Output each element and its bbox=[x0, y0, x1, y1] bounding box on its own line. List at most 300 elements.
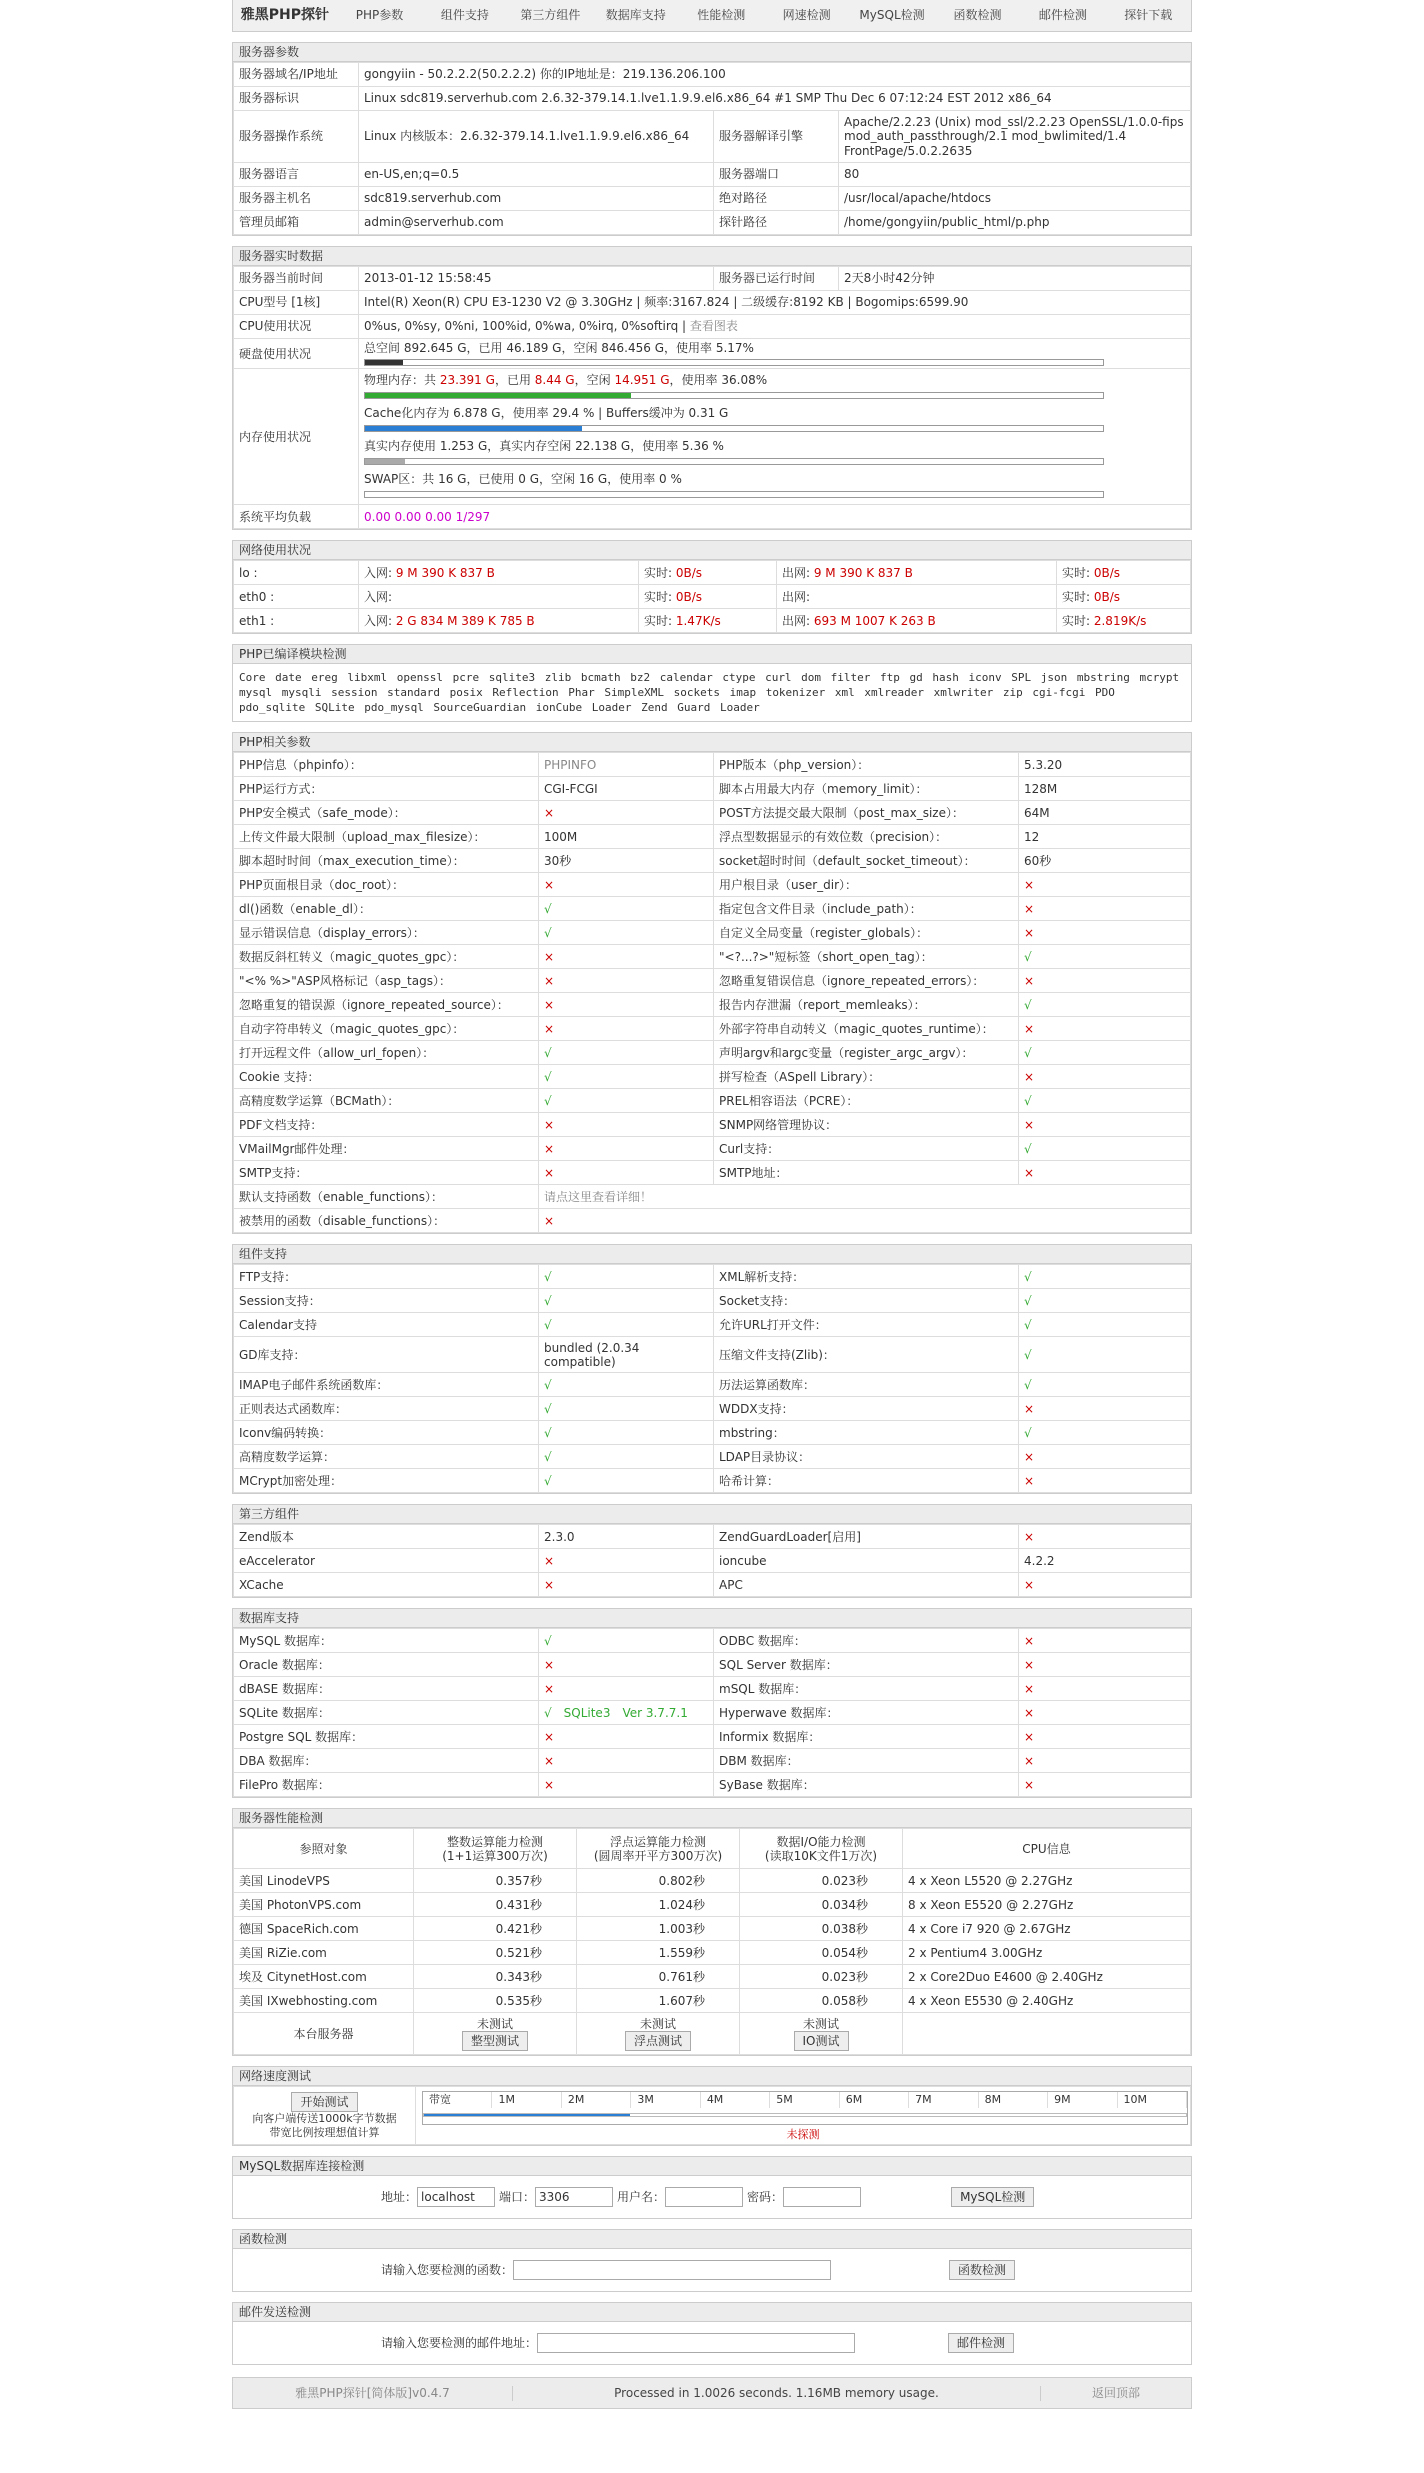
net-out bbox=[777, 585, 1057, 609]
speed-scale-tick: 带宽 bbox=[423, 2092, 492, 2108]
disk-usage bbox=[359, 339, 1191, 369]
param-label: Zend版本 bbox=[234, 1525, 539, 1549]
speed-scale-box bbox=[422, 2091, 1188, 2125]
performance-table bbox=[233, 1828, 1191, 2055]
param-row bbox=[234, 1629, 1191, 1653]
perf-cpu: 4 x Xeon E5530 @ 2.40GHz bbox=[903, 1989, 1191, 2013]
float-untested: 未测试 bbox=[639, 2016, 676, 2031]
param-value: × bbox=[1019, 897, 1191, 921]
param-value: × bbox=[539, 1161, 714, 1185]
section-title: MySQL数据库连接检测 bbox=[233, 2157, 1191, 2176]
param-row bbox=[234, 993, 1191, 1017]
out-label: 出网: bbox=[782, 613, 814, 628]
perf-value: 1.607秒 bbox=[577, 1989, 740, 2013]
param-value: × bbox=[539, 1017, 714, 1041]
thirdparty-section bbox=[232, 1504, 1192, 1598]
param-value: × bbox=[1019, 1113, 1191, 1137]
param-label: 脚本超时时间（max_execution_time）： bbox=[234, 849, 539, 873]
param-label: 压缩文件支持(Zlib)： bbox=[714, 1337, 1019, 1373]
param-value: √ bbox=[539, 1469, 714, 1493]
param-value: × bbox=[539, 945, 714, 969]
nav-item[interactable]: 组件支持 bbox=[440, 8, 489, 23]
param-row bbox=[234, 1677, 1191, 1701]
net-rt-in bbox=[639, 561, 777, 585]
thirdparty-table bbox=[233, 1524, 1191, 1597]
mail-input[interactable] bbox=[537, 2333, 855, 2353]
param-value: × bbox=[1019, 1749, 1191, 1773]
rt-label: 实时: bbox=[1062, 589, 1094, 604]
brand-logo[interactable]: 雅黑PHP探针 bbox=[240, 7, 330, 24]
param-value: × bbox=[539, 1549, 714, 1573]
row-label: 系统平均负载 bbox=[234, 505, 359, 529]
section-title: 第三方组件 bbox=[233, 1505, 1191, 1524]
param-label: LDAP目录协议： bbox=[714, 1445, 1019, 1469]
param-row bbox=[234, 1653, 1191, 1677]
function-form bbox=[233, 2249, 1191, 2291]
speed-status: 未探测 bbox=[786, 2127, 820, 2141]
param-label: PREL相容语法（PCRE）： bbox=[714, 1089, 1019, 1113]
cpu-chart-link[interactable]: 查看图表 bbox=[689, 319, 738, 334]
param-row bbox=[234, 1701, 1191, 1725]
perf-value: 0.535秒 bbox=[414, 1989, 577, 2013]
speed-scale bbox=[423, 2092, 1187, 2108]
param-value: √ bbox=[539, 1397, 714, 1421]
mysql-host-input[interactable]: localhost bbox=[417, 2187, 495, 2207]
swap-text: SWAP区：共 16 G，已使用 0 G，空闲 16 G，使用率 0 % bbox=[364, 472, 682, 487]
row-label: 管理员邮箱 bbox=[234, 211, 359, 235]
perf-header bbox=[414, 1829, 577, 1869]
param-label: APC bbox=[714, 1573, 1019, 1597]
footer bbox=[232, 2377, 1192, 2409]
perf-value: 0.357秒 bbox=[414, 1869, 577, 1893]
cache-progress-fill bbox=[365, 426, 582, 431]
net-rt-out bbox=[1057, 609, 1191, 633]
int-test-cell bbox=[414, 2013, 577, 2055]
param-row bbox=[234, 1289, 1191, 1313]
param-label: 浮点型数据显示的有效位数（precision）： bbox=[714, 825, 1019, 849]
param-label: SyBase 数据库： bbox=[714, 1773, 1019, 1797]
rt-label: 实时: bbox=[1062, 565, 1094, 580]
perf-host: 美国 RiZie.com bbox=[234, 1941, 414, 1965]
nav-item[interactable]: PHP参数 bbox=[355, 8, 404, 23]
param-value: × bbox=[1019, 1525, 1191, 1549]
param-label: "<?...?>"短标签（short_open_tag）： bbox=[714, 945, 1019, 969]
row-value: en-US,en;q=0.5 bbox=[359, 163, 714, 187]
io-untested: 未测试 bbox=[802, 2016, 839, 2031]
row-label: 服务器端口 bbox=[714, 163, 839, 187]
perf-header-line: (1+1运算300万次) bbox=[442, 1848, 548, 1863]
rt-out-value: 0B/s bbox=[1093, 565, 1121, 580]
param-row bbox=[234, 1725, 1191, 1749]
param-value: × bbox=[539, 1137, 714, 1161]
param-label: Iconv编码转换： bbox=[234, 1421, 539, 1445]
mysql-check-button[interactable]: MySQL检测 bbox=[951, 2187, 1034, 2207]
param-value: bundled (2.0.34 compatible) bbox=[539, 1337, 714, 1373]
row-label: 服务器语言 bbox=[234, 163, 359, 187]
perf-value: 0.038秒 bbox=[740, 1917, 903, 1941]
param-label: ODBC 数据库： bbox=[714, 1629, 1019, 1653]
param-row bbox=[234, 1209, 1191, 1233]
param-label: WDDX支持： bbox=[714, 1397, 1019, 1421]
real-mem-progress-fill bbox=[365, 459, 405, 464]
rt-in-value: 0B/s bbox=[675, 589, 703, 604]
mysql-user-input[interactable] bbox=[665, 2187, 743, 2207]
param-label: 被禁用的函数（disable_functions）： bbox=[234, 1209, 539, 1233]
nav-item[interactable]: 性能检测 bbox=[697, 8, 746, 23]
interface-name: lo : bbox=[234, 561, 359, 585]
param-row bbox=[234, 873, 1191, 897]
nav-item[interactable]: 第三方组件 bbox=[520, 8, 581, 23]
mem-text-b: ，已用 bbox=[494, 373, 535, 388]
perf-header-line: 参照对象 bbox=[299, 1841, 348, 1856]
perf-host: 埃及 CitynetHost.com bbox=[234, 1965, 414, 1989]
param-label: mSQL 数据库： bbox=[714, 1677, 1019, 1701]
cpu-model: Intel(R) Xeon(R) CPU E3-1230 V2 @ 3.30GHz | 频率:3167.824 | 二级缓存:8192 KB | Bogomips:6599.90 bbox=[359, 291, 1191, 315]
function-check-button[interactable]: 函数检测 bbox=[949, 2260, 1015, 2280]
param-label: 用户根目录（user_dir）： bbox=[714, 873, 1019, 897]
perf-value: 0.058秒 bbox=[740, 1989, 903, 2013]
real-mem-progress-bar bbox=[364, 458, 1104, 465]
param-label: Oracle 数据库： bbox=[234, 1653, 539, 1677]
speed-section bbox=[232, 2066, 1192, 2146]
perf-host: 美国 LinodeVPS bbox=[234, 1869, 414, 1893]
speed-meter bbox=[416, 2087, 1191, 2145]
enable-functions-link[interactable]: 请点这里查看详细！ bbox=[539, 1185, 1191, 1209]
param-label: 正则表达式函数库： bbox=[234, 1397, 539, 1421]
param-value: × bbox=[1019, 1065, 1191, 1089]
in-label: 入网: bbox=[364, 613, 396, 628]
mail-check-button[interactable]: 邮件检测 bbox=[948, 2333, 1014, 2353]
rt-out-value: 0B/s bbox=[1093, 589, 1121, 604]
param-label: MySQL 数据库： bbox=[234, 1629, 539, 1653]
section-title: 数据库支持 bbox=[233, 1609, 1191, 1628]
components-table bbox=[233, 1264, 1191, 1493]
param-value: √ bbox=[1019, 1337, 1191, 1373]
io-test-button[interactable]: IO测试 bbox=[794, 2031, 849, 2051]
modules-list: Core date ereg libxml openssl pcre sqlite3 zlib bcmath bz2 calendar ctype curl dom filter ftp gd hash iconv SPL json mbstring mcrypt mysql mysqli session standard posix Reflection Phar SimpleXML sockets imap tokenizer xml xmlreader xmlwriter zip cgi-fcgi PDO pdo_sqlite SQLite pdo_mysql SourceGuardian ionCube Loader Zend Guard Loader bbox=[239, 671, 1180, 715]
param-value: √ bbox=[539, 1629, 714, 1653]
param-row bbox=[234, 969, 1191, 993]
param-label: 打开远程文件（allow_url_fopen）： bbox=[234, 1041, 539, 1065]
param-value: √ bbox=[1019, 1265, 1191, 1289]
database-table bbox=[233, 1628, 1191, 1797]
row-label: 服务器解译引擎 bbox=[714, 111, 839, 163]
server-row bbox=[234, 111, 1191, 163]
param-value: 12 bbox=[1019, 825, 1191, 849]
param-label: IMAP电子邮件系统函数库： bbox=[234, 1373, 539, 1397]
param-label: Session支持： bbox=[234, 1289, 539, 1313]
mysql-password-input[interactable] bbox=[783, 2187, 861, 2207]
row-value: admin@serverhub.com bbox=[359, 211, 714, 235]
section-title: PHP相关参数 bbox=[233, 733, 1191, 752]
param-label: mbstring： bbox=[714, 1421, 1019, 1445]
modules-section bbox=[232, 644, 1192, 722]
param-value: × bbox=[539, 1653, 714, 1677]
param-label: SMTP地址： bbox=[714, 1161, 1019, 1185]
disk-progress-bar bbox=[364, 359, 1104, 366]
perf-header-line: 数据I/O能力检测 bbox=[776, 1834, 866, 1849]
nav-item[interactable]: MySQL检测 bbox=[859, 8, 925, 23]
param-value: × bbox=[539, 1725, 714, 1749]
row-label: 服务器标识 bbox=[234, 87, 359, 111]
param-value: √ bbox=[539, 897, 714, 921]
section-title: PHP已编译模块检测 bbox=[233, 645, 1191, 664]
perf-value: 1.003秒 bbox=[577, 1917, 740, 1941]
out-value: 9 M 390 K 837 B bbox=[813, 565, 913, 580]
param-label: 报告内存泄漏（report_memleaks）： bbox=[714, 993, 1019, 1017]
row-label: 服务器域名/IP地址 bbox=[234, 63, 359, 87]
param-value: √ bbox=[1019, 1313, 1191, 1337]
speed-scale-tick: 8M bbox=[979, 2092, 1048, 2108]
param-label: eAccelerator bbox=[234, 1549, 539, 1573]
mail-section bbox=[232, 2302, 1192, 2365]
cpu-usage-text: 0%us, 0%sy, 0%ni, 100%id, 0%wa, 0%irq, 0%softirq | bbox=[364, 319, 690, 334]
int-untested: 未测试 bbox=[476, 2016, 513, 2031]
row-value: /home/gongyiin/public_html/p.php bbox=[839, 211, 1191, 235]
mail-form bbox=[233, 2322, 1191, 2364]
perf-value: 0.034秒 bbox=[740, 1893, 903, 1917]
perf-header-line: (圆周率开平方300万次) bbox=[593, 1848, 723, 1863]
param-value: √ bbox=[1019, 1421, 1191, 1445]
param-label: XCache bbox=[234, 1573, 539, 1597]
row-value: sdc819.serverhub.com bbox=[359, 187, 714, 211]
nav-item[interactable]: 网速检测 bbox=[782, 8, 831, 23]
param-value: √ bbox=[1019, 1137, 1191, 1161]
param-row bbox=[234, 825, 1191, 849]
param-label: POST方法提交最大限制（post_max_size）： bbox=[714, 801, 1019, 825]
param-label: 高精度数学运算（BCMath）： bbox=[234, 1089, 539, 1113]
server-row bbox=[234, 87, 1191, 111]
mysql-port-input[interactable]: 3306 bbox=[535, 2187, 613, 2207]
param-value: × bbox=[1019, 1701, 1191, 1725]
cpu-usage bbox=[359, 315, 1191, 339]
perf-header bbox=[903, 1829, 1191, 1869]
perf-row bbox=[234, 1989, 1191, 2013]
in-label: 入网: bbox=[364, 565, 396, 580]
footer-version[interactable]: 雅黑PHP探针[简体版]v0.4.7 bbox=[233, 2386, 513, 2400]
rt-out-value: 2.819K/s bbox=[1093, 613, 1147, 628]
perf-value: 0.802秒 bbox=[577, 1869, 740, 1893]
param-label: FTP支持： bbox=[234, 1265, 539, 1289]
nav-item[interactable]: 邮件检测 bbox=[1038, 8, 1087, 23]
speed-scale-tick: 9M bbox=[1048, 2092, 1117, 2108]
rt-in-value: 0B/s bbox=[675, 565, 703, 580]
rt-in-value: 1.47K/s bbox=[675, 613, 721, 628]
footer-processed: Processed in 1.0026 seconds. 1.16MB memory usage. bbox=[513, 2386, 1041, 2400]
row-label: 服务器操作系统 bbox=[234, 111, 359, 163]
disk-progress-fill bbox=[365, 360, 403, 365]
mem-free: 14.951 G bbox=[614, 373, 670, 388]
param-value: √ bbox=[539, 1445, 714, 1469]
param-value: √ bbox=[539, 1265, 714, 1289]
speed-progress-fill bbox=[424, 2114, 630, 2116]
perf-value: 0.054秒 bbox=[740, 1941, 903, 1965]
speed-scale-tick: 5M bbox=[770, 2092, 839, 2108]
row-value: Linux 内核版本：2.6.32-379.14.1.lve1.1.9.9.el6.x86_64 bbox=[359, 111, 714, 163]
server-row bbox=[234, 163, 1191, 187]
mem-text-c: ，空闲 bbox=[574, 373, 615, 388]
param-value[interactable]: PHPINFO bbox=[539, 753, 714, 777]
param-row bbox=[234, 1161, 1191, 1185]
section-title: 邮件发送检测 bbox=[233, 2303, 1191, 2322]
local-server-label: 本台服务器 bbox=[234, 2013, 414, 2055]
param-value: × bbox=[1019, 921, 1191, 945]
param-value: × bbox=[539, 1113, 714, 1137]
param-value: × bbox=[1019, 1017, 1191, 1041]
param-value: √ bbox=[1019, 993, 1191, 1017]
param-label: Socket支持： bbox=[714, 1289, 1019, 1313]
param-row bbox=[234, 849, 1191, 873]
param-value: × bbox=[539, 1209, 1191, 1233]
param-row bbox=[234, 1113, 1191, 1137]
perf-value: 0.343秒 bbox=[414, 1965, 577, 1989]
in-label: 入网: bbox=[364, 589, 393, 604]
param-label: 历法运算函数库： bbox=[714, 1373, 1019, 1397]
network-table bbox=[233, 560, 1191, 633]
param-value: × bbox=[1019, 1677, 1191, 1701]
mail-label: 请输入您要检测的邮件地址： bbox=[381, 2336, 538, 2351]
param-value: √ bbox=[1019, 1089, 1191, 1113]
param-row bbox=[234, 1185, 1191, 1209]
param-value: × bbox=[1019, 1653, 1191, 1677]
param-label: DBA 数据库： bbox=[234, 1749, 539, 1773]
row-value: gongyiin - 50.2.2.2(50.2.2.2) 你的IP地址是：219.136.206.100 bbox=[359, 63, 1191, 87]
param-label: SQLite 数据库： bbox=[234, 1701, 539, 1725]
param-value: 100M bbox=[539, 825, 714, 849]
param-row bbox=[234, 1337, 1191, 1373]
param-value: × bbox=[539, 969, 714, 993]
network-row bbox=[234, 585, 1191, 609]
io-test-cell bbox=[740, 2013, 903, 2055]
performance-section bbox=[232, 1808, 1192, 2056]
param-label: ZendGuardLoader[启用] bbox=[714, 1525, 1019, 1549]
current-time: 2013-01-12 15:58:45 bbox=[359, 267, 714, 291]
param-value: 128M bbox=[1019, 777, 1191, 801]
row-label: 服务器已运行时间 bbox=[714, 267, 839, 291]
param-label: ioncube bbox=[714, 1549, 1019, 1573]
rt-label: 实时: bbox=[644, 589, 676, 604]
param-label: Hyperwave 数据库： bbox=[714, 1701, 1019, 1725]
param-value: 60秒 bbox=[1019, 849, 1191, 873]
row-label: 探针路径 bbox=[714, 211, 839, 235]
nav-item[interactable]: 数据库支持 bbox=[605, 8, 666, 23]
param-row bbox=[234, 1265, 1191, 1289]
param-label: SMTP支持： bbox=[234, 1161, 539, 1185]
param-label: 高精度数学运算： bbox=[234, 1445, 539, 1469]
disk-text: 总空间 892.645 G，已用 46.189 G，空闲 846.456 G，使用率 5.17% bbox=[364, 341, 754, 355]
param-value: × bbox=[1019, 1725, 1191, 1749]
pass-label: 密码： bbox=[747, 2190, 784, 2205]
speed-desc-2: 带宽比例按理想值计算 bbox=[269, 2125, 380, 2139]
speed-progress-bar bbox=[423, 2113, 1187, 2117]
param-label: 允许URL打开文件： bbox=[714, 1313, 1019, 1337]
cache-progress-bar bbox=[364, 425, 1104, 432]
float-test-button[interactable]: 浮点测试 bbox=[625, 2031, 691, 2051]
realtime-section bbox=[232, 246, 1192, 530]
param-value: × bbox=[1019, 1773, 1191, 1797]
rt-label: 实时: bbox=[644, 613, 676, 628]
network-row bbox=[234, 561, 1191, 585]
param-value: × bbox=[1019, 1445, 1191, 1469]
nav-item[interactable]: 探针下载 bbox=[1124, 8, 1173, 23]
param-label: MCrypt加密处理： bbox=[234, 1469, 539, 1493]
memory-usage bbox=[359, 369, 1191, 505]
param-row bbox=[234, 1445, 1191, 1469]
perf-header-line: 整数运算能力检测 bbox=[446, 1834, 543, 1849]
param-label: Cookie 支持： bbox=[234, 1065, 539, 1089]
param-value: × bbox=[1019, 1397, 1191, 1421]
net-in bbox=[359, 609, 639, 633]
param-value: √ bbox=[539, 1065, 714, 1089]
param-label: DBM 数据库： bbox=[714, 1749, 1019, 1773]
back-to-top-link[interactable]: 返回顶部 bbox=[1091, 2386, 1140, 2401]
php-params-section bbox=[232, 732, 1192, 1234]
section-title: 服务器参数 bbox=[233, 43, 1191, 62]
perf-header-line: 浮点运算能力检测 bbox=[609, 1834, 706, 1849]
param-label: 上传文件最大限制（upload_max_filesize）： bbox=[234, 825, 539, 849]
out-label: 出网: bbox=[782, 565, 814, 580]
row-label: CPU型号 [1核] bbox=[234, 291, 359, 315]
param-row bbox=[234, 1421, 1191, 1445]
perf-row bbox=[234, 1941, 1191, 1965]
function-label: 请输入您要检测的函数： bbox=[381, 2263, 514, 2278]
start-speed-test-button[interactable]: 开始测试 bbox=[291, 2092, 357, 2112]
out-value: 693 M 1007 K 263 B bbox=[813, 613, 936, 628]
param-label: Informix 数据库： bbox=[714, 1725, 1019, 1749]
mem-text-d: ，使用率 36.08% bbox=[669, 373, 768, 388]
addr-label: 地址： bbox=[381, 2190, 418, 2205]
param-row bbox=[234, 777, 1191, 801]
perf-row bbox=[234, 1869, 1191, 1893]
param-row bbox=[234, 1549, 1191, 1573]
nav-item[interactable]: 函数检测 bbox=[953, 8, 1002, 23]
param-value: × bbox=[1019, 1573, 1191, 1597]
param-label: PHP版本（php_version）： bbox=[714, 753, 1019, 777]
server-row bbox=[234, 211, 1191, 235]
in-value: 9 M 390 K 837 B bbox=[395, 565, 495, 580]
param-row bbox=[234, 1017, 1191, 1041]
int-test-button[interactable]: 整型测试 bbox=[462, 2031, 528, 2051]
server-params-section bbox=[232, 42, 1192, 236]
row-label: 硬盘使用状况 bbox=[234, 339, 359, 369]
perf-header-line: (读取10K文件1万次) bbox=[764, 1848, 878, 1863]
param-row bbox=[234, 1313, 1191, 1337]
speed-table bbox=[233, 2086, 1191, 2145]
param-value: × bbox=[539, 1677, 714, 1701]
row-value: Apache/2.2.23 (Unix) mod_ssl/2.2.23 OpenSSL/1.0.0-fips mod_auth_passthrough/2.1 mod_bwlimited/1.4 FrontPage/5.0.2.2635 bbox=[839, 111, 1191, 163]
param-label: Postgre SQL 数据库： bbox=[234, 1725, 539, 1749]
row-value: /usr/local/apache/htdocs bbox=[839, 187, 1191, 211]
section-title: 网络使用状况 bbox=[233, 541, 1191, 560]
row-value: Linux sdc819.serverhub.com 2.6.32-379.14.1.lve1.1.9.9.el6.x86_64 #1 SMP Thu Dec 6 07:12:24 EST 2012 x86_64 bbox=[359, 87, 1191, 111]
speed-scale-tick: 3M bbox=[631, 2092, 700, 2108]
speed-desc-1: 向客户端传送1000k字节数据 bbox=[252, 2111, 397, 2125]
param-label: 声明argv和argc变量（register_argc_argv）： bbox=[714, 1041, 1019, 1065]
perf-value: 0.023秒 bbox=[740, 1965, 903, 1989]
param-label: dl()函数（enable_dl）： bbox=[234, 897, 539, 921]
param-value: × bbox=[539, 1773, 714, 1797]
param-value: × bbox=[1019, 969, 1191, 993]
function-input[interactable] bbox=[513, 2260, 831, 2280]
param-value: × bbox=[1019, 1469, 1191, 1493]
net-rt-in bbox=[639, 585, 777, 609]
param-row bbox=[234, 1041, 1191, 1065]
empty-cell bbox=[903, 2013, 1191, 2055]
perf-value: 0.023秒 bbox=[740, 1869, 903, 1893]
perf-value: 1.024秒 bbox=[577, 1893, 740, 1917]
param-label: PDF文档支持： bbox=[234, 1113, 539, 1137]
speed-controls bbox=[234, 2087, 416, 2145]
